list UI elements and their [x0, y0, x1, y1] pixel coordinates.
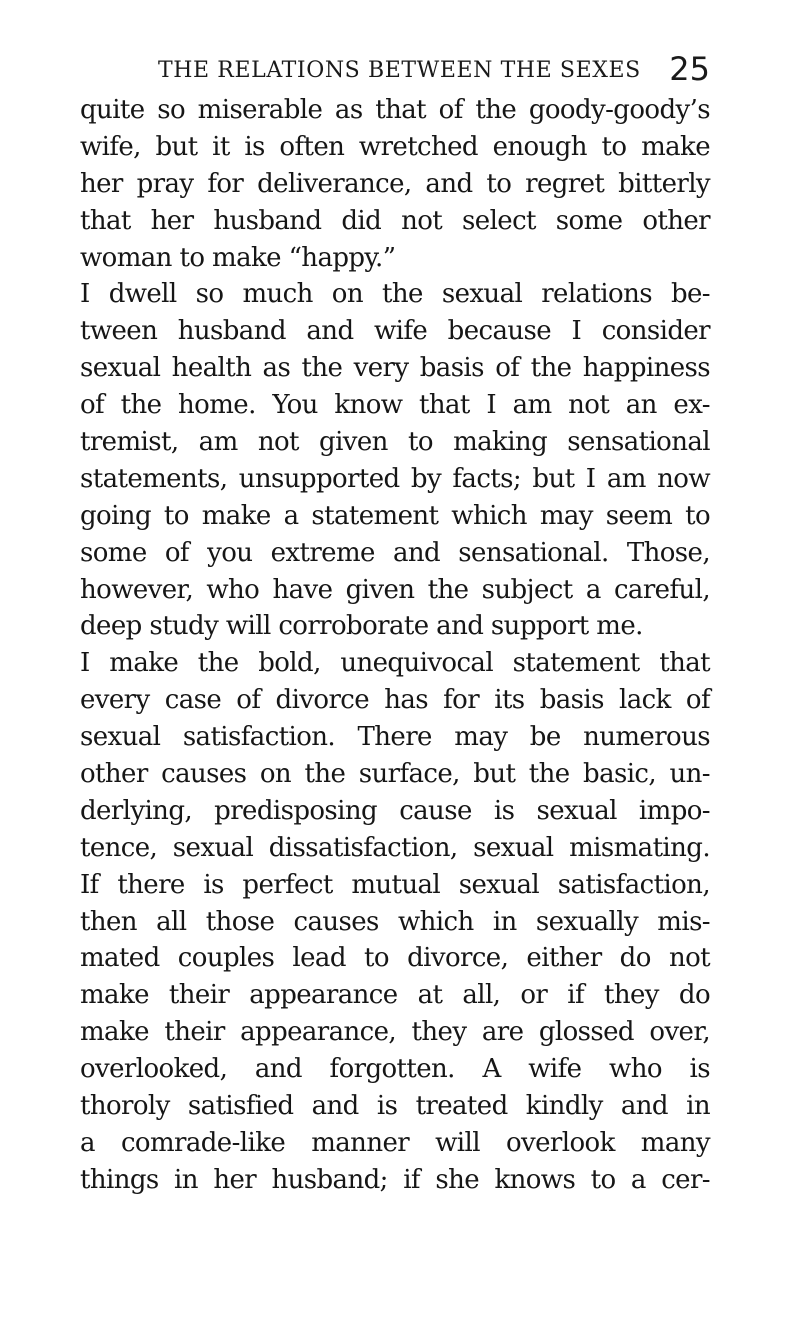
text-line: every case of divorce has for its basis lack of: [80, 685, 710, 716]
text-line: statements, unsupported by facts; but I am now: [80, 463, 710, 494]
text-line: I dwell so much on the sexual relations be-: [80, 279, 710, 310]
text-line: tence, sexual dissatisfaction, sexual mismating.: [80, 832, 710, 863]
text-line: wife, but it is often wretched enough to make: [80, 131, 710, 162]
text-line: I make the bold, unequivocal statement that: [80, 648, 710, 679]
running-title: THE RELATIONS BETWEEN THE SEXES: [158, 58, 641, 83]
text-line: other causes on the surface, but the basic, un-: [80, 759, 710, 790]
text-line: however, who have given the subject a careful,: [80, 574, 710, 605]
text-line: woman to make “happy.”: [80, 242, 396, 273]
text-line: overlooked, and forgotten. A wife who is: [80, 1054, 710, 1085]
text-line: some of you extreme and sensational. Those,: [80, 537, 710, 568]
text-line: deep study will corroborate and support me.: [80, 611, 643, 642]
text-line: quite so miserable as that of the goody-goody’s: [80, 95, 710, 125]
text-line: sexual satisfaction. There may be numerous: [80, 722, 710, 753]
text-line: make their appearance at all, or if they do: [80, 980, 710, 1011]
text-line: that her husband did not select some other: [80, 205, 710, 236]
text-line: If there is perfect mutual sexual satisfaction,: [80, 869, 710, 900]
text-line: of the home. You know that I am not an ex-: [80, 390, 710, 421]
text-line: a comrade-like manner will overlook many: [80, 1127, 710, 1158]
text-line: tween husband and wife because I consider: [80, 316, 710, 347]
text-line: make their appearance, they are glossed over,: [80, 1017, 710, 1048]
text-line: tremist, am not given to making sensational: [80, 427, 710, 458]
text-line: her pray for deliverance, and to regret bitterly: [80, 168, 710, 199]
text-line: things in her husband; if she knows to a cer-: [80, 1164, 710, 1195]
text-line: mated couples lead to divorce, either do not: [80, 943, 710, 974]
text-line: then all those causes which in sexually mis-: [80, 906, 710, 937]
body-text: [80, 92, 710, 1199]
page-number: 25: [669, 50, 710, 88]
text-line: thoroly satisfied and is treated kindly and in: [80, 1091, 710, 1122]
running-head: [80, 52, 710, 92]
text-line: sexual health as the very basis of the happiness: [80, 353, 710, 384]
text-line: going to make a statement which may seem to: [80, 500, 710, 531]
text-line: derlying, predisposing cause is sexual impo-: [80, 795, 710, 826]
